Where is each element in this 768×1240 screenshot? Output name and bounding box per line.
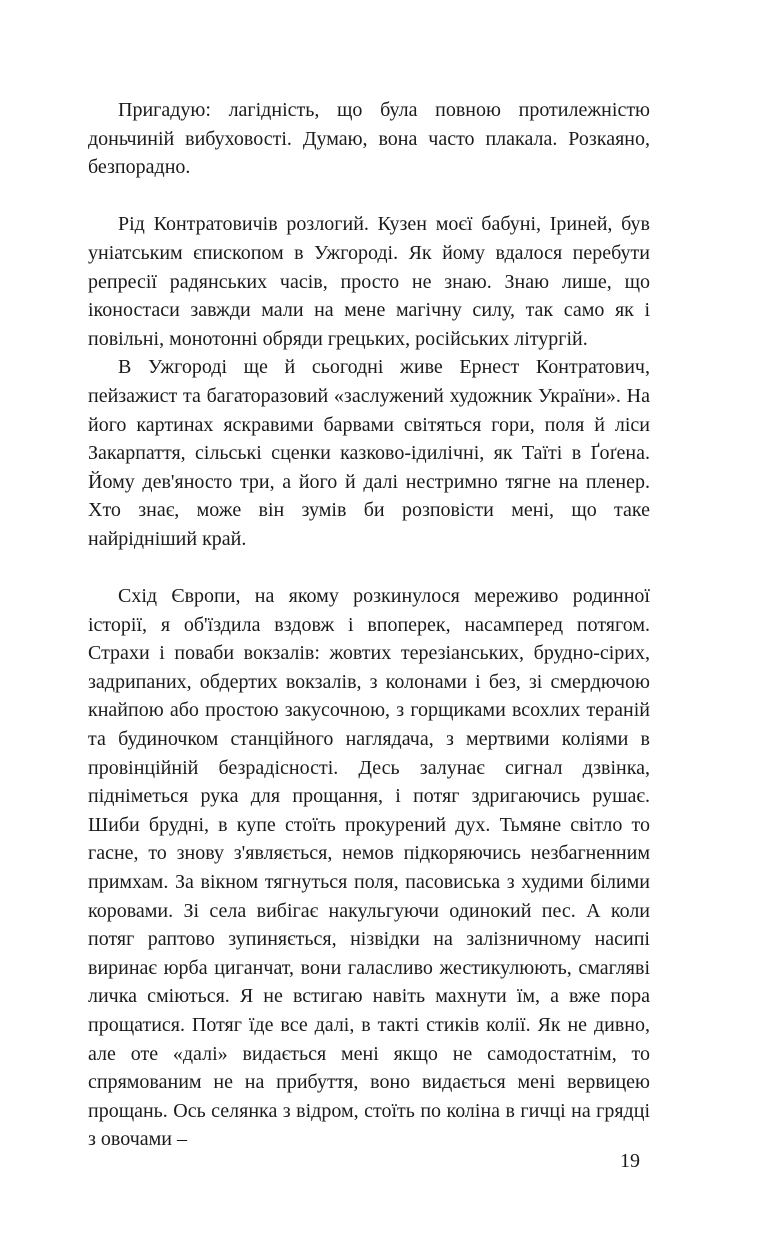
page-number: 19 <box>620 1150 640 1172</box>
paragraph-1: Пригадую: лагідність, що була повною протилежністю доньчиній вибуховості. Думаю, вона часто плакала. Розкаяно, безпорадно. <box>88 99 650 179</box>
body-text <box>88 96 650 1154</box>
paragraph-3: В Ужгороді ще й сьогодні живе Ернест Контратович, пейзажист та багаторазовий «заслужений художник України». На його картинах яскравими барвами світяться гори, поля й ліси Закарпаття, сільські сценки казково-ідилічні, як Таїті в Ґоґена. Йому дев'яносто три, а його й далі нестримно тягне на пленер. Хто знає, може він зумів би розповісти мені, що таке найрідніший край. <box>88 356 650 550</box>
paragraph-2: Рід Контратовичів розлогий. Кузен моєї бабуні, Іриней, був уніатським єпископом в Ужгороді. Як йому вдалося перебути репресії радянських часів, просто не знаю. Знаю лише, що іконостаси завжди мали на мене магічну силу, так само як і повільні, монотонні обряди грецьких, російських літургій. <box>88 213 650 350</box>
paragraph-4: Схід Європи, на якому розкинулося мереживо родинної історії, я об'їздила вздовж і впоперек, насамперед потягом. Страхи і поваби вокзалів: жовтих терезіанських, брудно-сірих, задрипаних, обдертих вокзалів, з колонами і без, зі смердючою кнайпою або простою закусочною, з горщиками всохлих тераній та будиночком станційного наглядача, з мертвими коліями в провінційній безрадісності. Десь залунає сигнал дзвінка, підніметься рука для прощання, і потяг здригаючись рушає. Шиби брудні, в купе стоїть прокурений дух. Тьмяне світло то гасне, то знову з'являється, немов підкоряючись незбагненним примхам. За вікном тягнуться поля, пасовиська з худими білими коровами. Зі села вибігає накульгуючи одинокий пес. А коли потяг раптово зупиняється, нізвідки на залізничному насипі виринає юрба циганчат, вони галасливо жестикулюють, смагляві личка сміються. Я не встигаю навіть махнути їм, а вже пора прощатися. Потяг їде все далі, в такті стиків колії. Як не дивно, але оте «далі» видається мені якщо не самодостатнім, то спрямованим не на прибуття, воно видається мені вервицею прощань. Ось селянка з відром, стоїть по коліна в гичці на грядці з овочами – <box>88 585 650 1151</box>
